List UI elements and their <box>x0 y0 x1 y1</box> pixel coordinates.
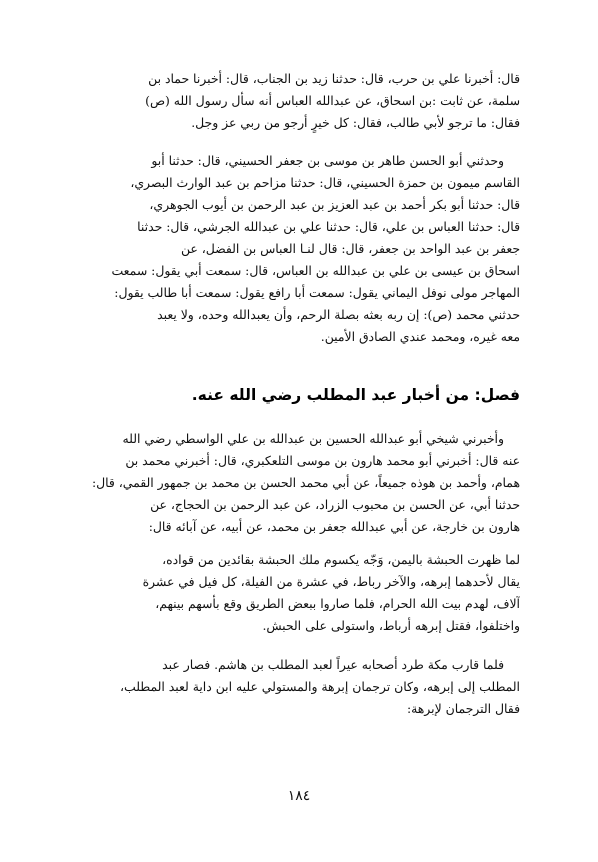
text-line: اسحاق بن عيسى بن علي بن عبدالله بن العباس، قال: سمعت أبي يقول: سمعت <box>111 263 520 278</box>
text-line: لما ظهرت الحبشة باليمن، وَجّه يكسوم ملك الحبشة بقائدين من قواده، <box>162 552 520 567</box>
text-line: همام، وأحمد بن هوذه جميعاً، عن أبي محمد الحسن بن محمد بن جمهور القمي، قال: <box>91 475 520 490</box>
text-line: فقال: ما ترجو لأبي طالب، فقال: كل خيرٍ أرجو من ربي عز وجل. <box>191 115 520 130</box>
paragraph-1 <box>84 68 520 134</box>
paragraph-4 <box>84 549 520 637</box>
text-line: القاسم ميمون بن حمزة الحسيني، قال: حدثنا مزاحم بن عبد الوارث البصري، <box>130 175 520 190</box>
text-line: حدثني محمد (ص): إن ربه بعثه بصلة الرحم، وأن يعبدالله وحده، ولا يعبد <box>157 307 520 322</box>
text-line: آلاف، لهدم بيت الله الحرام، فلما صاروا ببعض الطريق وقع بأسهم بينهم، <box>155 596 520 611</box>
text-line: فقال الترجمان لإبرهة: <box>406 701 520 716</box>
page-number: ١٨٤ <box>287 788 311 804</box>
text-line: يقال لأحدهما إبرهه، والآخر رباط، في عشرة من الفيلة، كل فيل في عشرة <box>142 574 520 589</box>
text-line: عنه قال: أخبرني أبو محمد هارون بن موسى التلعكبري، قال: أخبرني محمد بن <box>125 453 520 468</box>
text-line: فلما قارب مكة طرد أصحابه عيراً لعبد المطلب بن هاشم. فصار عبد <box>162 657 504 672</box>
text-line: قال: حدثنا أبو بكر أحمد بن عبد العزيز بن عبد الرحمن بن أيوب الجوهري، <box>149 197 520 212</box>
text-line: هارون بن خارجة، عن أبي عبدالله جعفر بن محمد، عن أبيه، عن آبائه قال: <box>148 519 520 534</box>
text-line: سلمة، عن ثابت :بن اسحاق، عن عبدالله العباس أنه سأل رسول الله (ص) <box>145 93 520 108</box>
text-line: المهاجر مولى نوفل اليماني يقول: سمعت أبا رافع يقول: سمعت أبا طالب يقول: <box>114 285 520 300</box>
text-line: قال: أخبرنا علي بن حرب، قال: حدثنا زيد بن الجناب، قال: أخبرنا حماد بن <box>148 71 520 86</box>
text-line: واختلفوا، فقتل إبرهه أرباط، واستولى على الحبش. <box>262 618 520 633</box>
text-line: جعفر بن عبد الواحد بن جعفر، قال: قال لنـا العباس بن الفضل، عن <box>180 241 520 256</box>
text-line: حدثنا أبي، عن الحسن بن محبوب الزراد، عن عبد الرحمن بن الحجاج، عن <box>150 497 520 512</box>
section-heading: فصل: من أخبار عبد المطلب رضي الله عنه. <box>191 386 520 404</box>
paragraph-2 <box>84 150 520 348</box>
paragraph-3 <box>84 428 520 538</box>
text-line: المطلب إلى إبرهه، وكان ترجمان إبرهة والمستولي عليه ابن داية لعبد المطلب، <box>120 679 520 694</box>
text-line: وأخبرني شيخي أبو عبدالله الحسين بن عبدالله بن علي الواسطي رضي الله <box>122 431 504 446</box>
paragraph-5 <box>84 654 520 720</box>
text-line: قال: حدثنا العباس بن علي، قال: حدثنا علي بن عبدالله الجرشي، قال: حدثنا <box>137 219 520 234</box>
text-line: معه غيره، ومحمد عندي الصادق الأمين. <box>320 329 520 344</box>
text-line: وحدثني أبو الحسن طاهر بن موسى بن جعفر الحسيني، قال: حدثنا أبو <box>151 153 504 168</box>
